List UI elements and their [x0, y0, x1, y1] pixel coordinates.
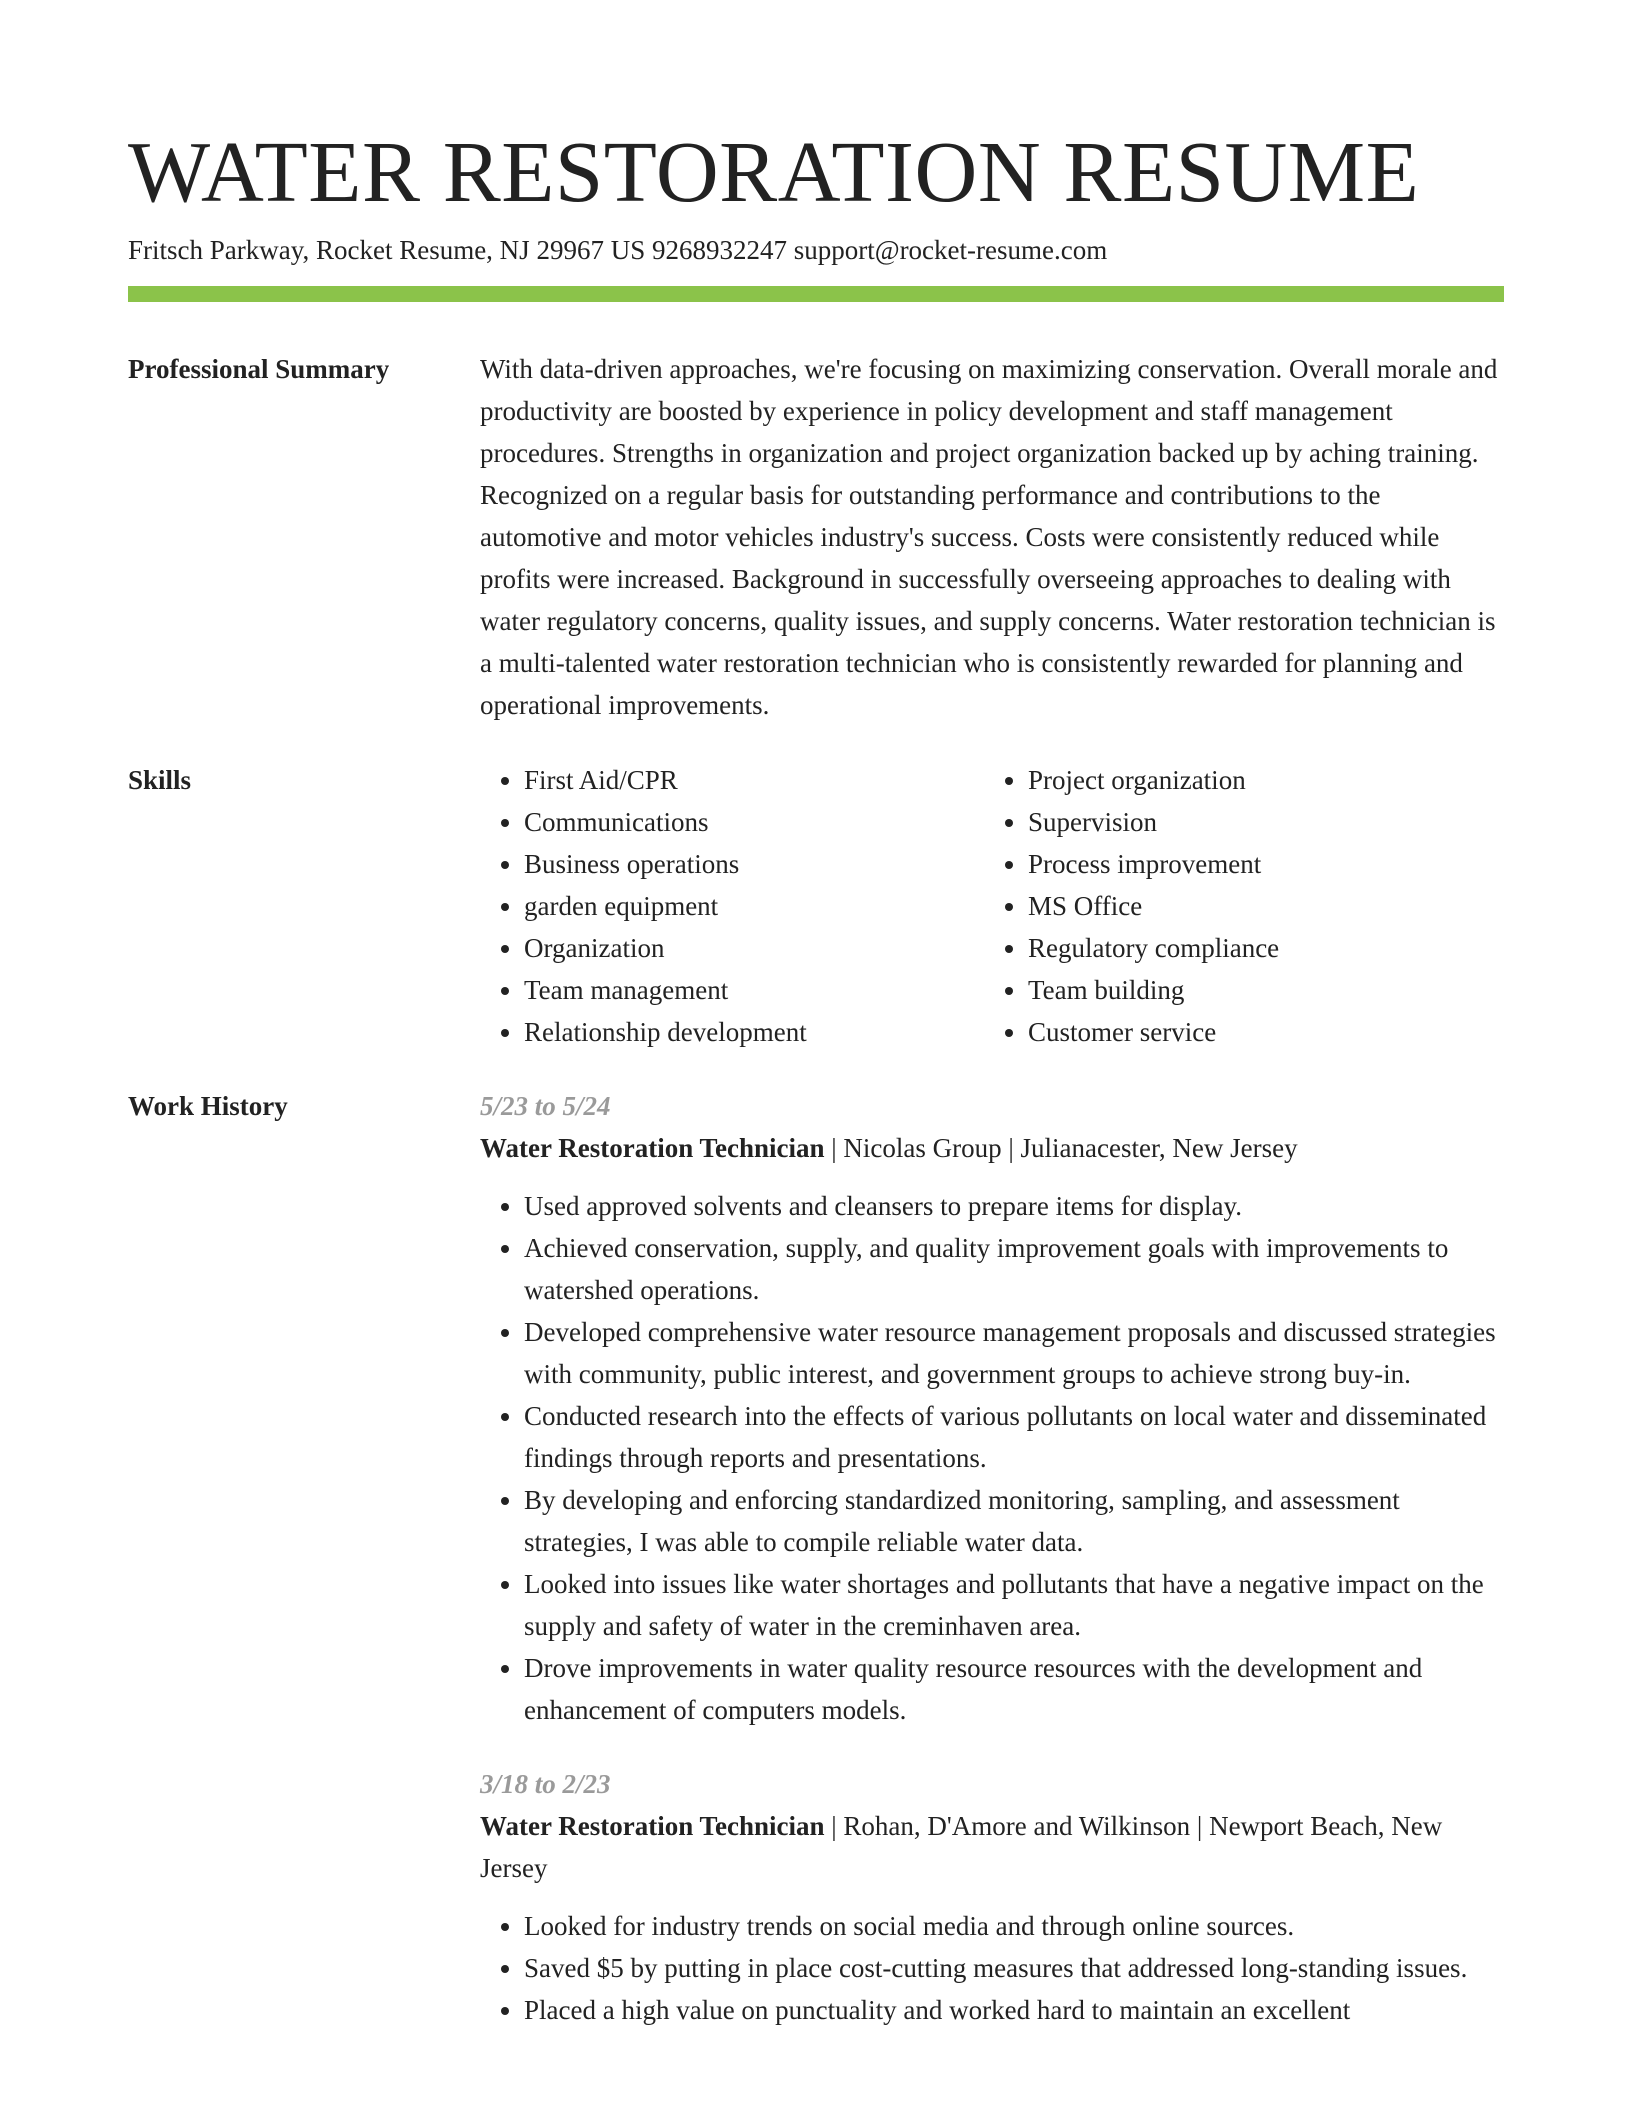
- skills-body: [480, 759, 1504, 1053]
- job-entry: [480, 1085, 1504, 1731]
- job-bullet: • Saved $5 by putting in place cost-cutting measures that addressed long-standing issues.: [524, 1947, 1504, 1989]
- job-bullet: • Achieved conservation, supply, and quality improvement goals with improvements to watershed operations.: [524, 1227, 1504, 1311]
- skills-column-right: [984, 759, 1488, 1053]
- work-history-label: Work History: [128, 1091, 288, 1121]
- skills-column-left: [480, 759, 984, 1053]
- job-bullet: • Drove improvements in water quality resource resources with the development and enhancement of computers models.: [524, 1647, 1504, 1731]
- skills-list-right: [984, 759, 1488, 1053]
- accent-divider: [128, 286, 1504, 302]
- contact-line: Fritsch Parkway, Rocket Resume, NJ 29967 US 9268932247 support@rocket-resume.com: [128, 235, 1108, 265]
- skill-item: • Team management: [524, 969, 984, 1011]
- job-dates: 5/23 to 5/24: [480, 1091, 611, 1121]
- skills-list-left: [480, 759, 984, 1053]
- job-bullet: • Looked for industry trends on social media and through online sources.: [524, 1905, 1504, 1947]
- resume-title: WATER RESTORATION RESUME: [128, 123, 1420, 220]
- job-employer-location: | Nicolas Group | Julianacester, New Jersey: [824, 1133, 1298, 1163]
- skills-columns: [480, 759, 1504, 1053]
- skill-item: • MS Office: [1028, 885, 1488, 927]
- skill-item: • Organization: [524, 927, 984, 969]
- job-bullet: • By developing and enforcing standardized monitoring, sampling, and assessment strategies, I was able to compile reliable water data.: [524, 1479, 1504, 1563]
- job-bullet: • Developed comprehensive water resource management proposals and discussed strategies with community, public interest, and government groups to achieve strong buy-in.: [524, 1311, 1504, 1395]
- job-dates: 3/18 to 2/23: [480, 1769, 611, 1799]
- skill-item: • First Aid/CPR: [524, 759, 984, 801]
- skill-item: • Relationship development: [524, 1011, 984, 1053]
- skill-item: • Project organization: [1028, 759, 1488, 801]
- skill-item: • Business operations: [524, 843, 984, 885]
- job-heading: [480, 1805, 1504, 1889]
- job-bullet: • Used approved solvents and cleansers to prepare items for display.: [524, 1185, 1504, 1227]
- job-bullet: • Looked into issues like water shortages and pollutants that have a negative impact on the supply and safety of water in the creminhaven area.: [524, 1563, 1504, 1647]
- skill-item: • Team building: [1028, 969, 1488, 1011]
- skill-item: • Communications: [524, 801, 984, 843]
- skill-item: • Regulatory compliance: [1028, 927, 1488, 969]
- skill-item: • garden equipment: [524, 885, 984, 927]
- skill-item: • Customer service: [1028, 1011, 1488, 1053]
- job-title: Water Restoration Technician: [480, 1133, 825, 1163]
- skill-item: • Supervision: [1028, 801, 1488, 843]
- summary-body: [480, 348, 1504, 726]
- job-employer-location: | Rohan, D'Amore and Wilkinson | Newport Beach, New Jersey: [480, 1811, 1443, 1883]
- job-entry: [480, 1763, 1504, 2031]
- work-history-body: [480, 1085, 1504, 2063]
- summary-text: With data-driven approaches, we're focusing on maximizing conservation. Overall morale and productivity are boosted by experience in policy development and staff management procedures. Strengths in organization and project organization backed up by aching training. Recognized on a regular basis for outstanding performance and contributions to the automotive and motor vehicles industry's success. Costs were consistently reduced while profits were increased. Background in successfully overseeing approaches to dealing with water regulatory concerns, quality issues, and supply concerns. Water restoration technician is a multi-talented water restoration technician who is consistently rewarded for planning and operational improvements.: [480, 354, 1498, 720]
- job-bullets: [480, 1905, 1504, 2031]
- skills-label: Skills: [128, 765, 192, 795]
- job-heading: [480, 1127, 1504, 1169]
- summary-label: Professional Summary: [128, 354, 390, 384]
- job-title: Water Restoration Technician: [480, 1811, 825, 1841]
- job-bullet: • Conducted research into the effects of various pollutants on local water and disseminated findings through reports and presentations.: [524, 1395, 1504, 1479]
- job-bullet: • Placed a high value on punctuality and worked hard to maintain an excellent: [524, 1989, 1504, 2031]
- job-bullets: [480, 1185, 1504, 1731]
- skill-item: • Process improvement: [1028, 843, 1488, 885]
